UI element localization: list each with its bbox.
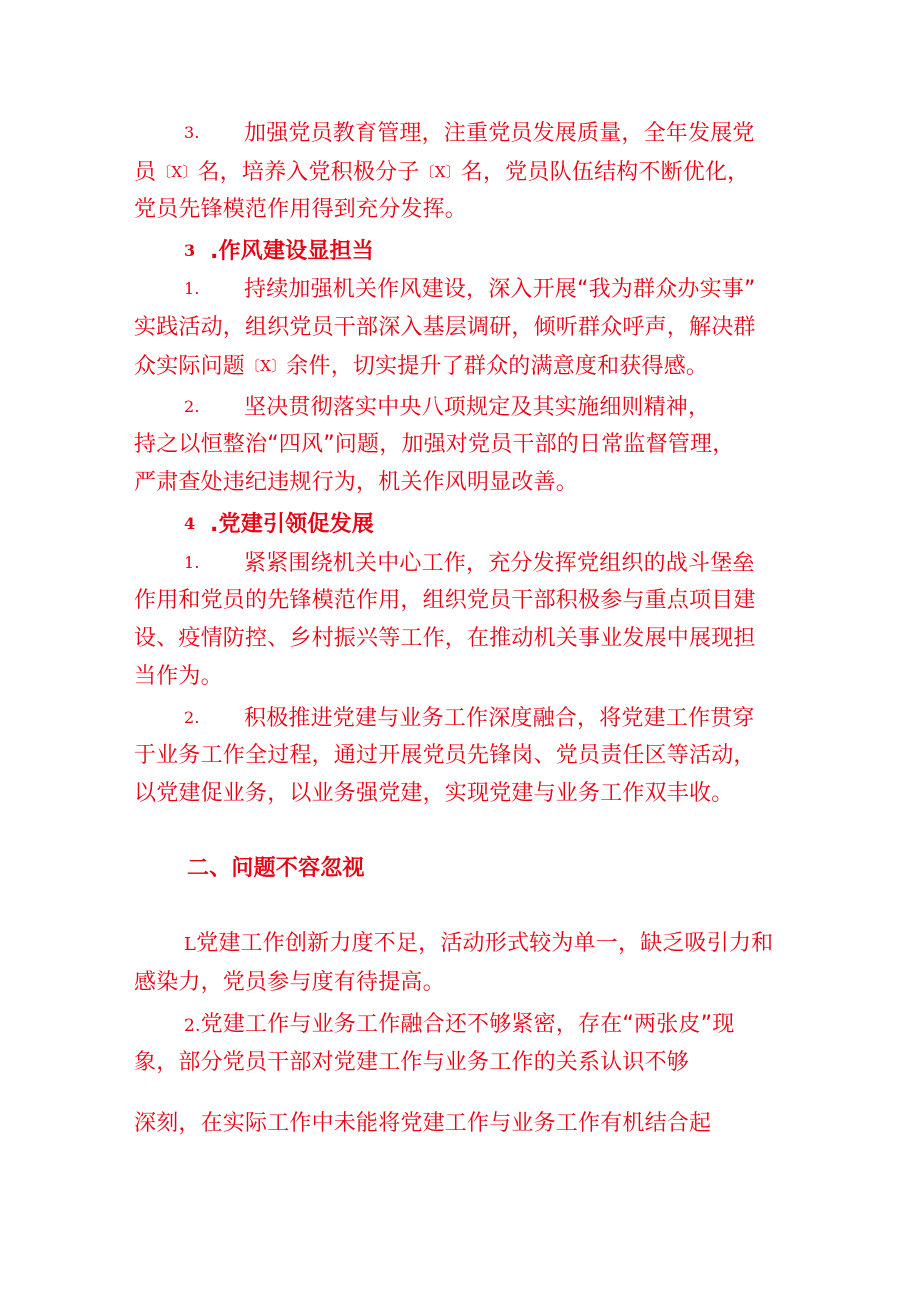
text: 名，培养入党积极分子 <box>197 160 420 185</box>
item-number: 1. <box>184 279 200 298</box>
text: 坚决贯彻落实中央八项规定及其实施细则精神， <box>244 395 711 420</box>
paragraph-line <box>134 777 794 811</box>
text: 严肃查处违纪违规行为，机关作风明显改善。 <box>134 470 579 495</box>
placeholder-mark: 〔X〕 <box>419 163 461 181</box>
text: 于业务工作全过程，通过开展党员先锋岗、党员责任区等活动， <box>134 743 756 768</box>
text: 深刻，在实际工作中未能将党建工作与业务工作有机结合起 <box>134 1111 712 1136</box>
item-number: 1. <box>184 553 200 572</box>
text: 持续加强机关作风建设，深入开展“我为群众办实事” <box>244 277 756 302</box>
paragraph-line <box>134 428 794 462</box>
placeholder-mark: 〔X〕 <box>156 163 198 181</box>
text: 设、疫情防控、乡村振兴等工作，在推动机关事业发展中展现担 <box>134 626 756 651</box>
text: 众实际问题 <box>134 354 246 379</box>
text: 感染力，党员参与度有待提高。 <box>134 970 445 995</box>
paragraph-line <box>184 701 844 736</box>
text: 员 <box>134 160 157 185</box>
text: 象，部分党员干部对党建工作与业务工作的关系认识不够 <box>134 1050 690 1075</box>
item-number: 3. <box>184 123 200 142</box>
paragraph-line <box>134 155 794 190</box>
section-heading: 二、问题不容忽视 <box>187 856 365 881</box>
paragraph-line <box>184 272 844 307</box>
text: 作用和党员的先锋模范作用，组织党员干部积极参与重点项目建 <box>134 588 756 613</box>
paragraph-line <box>184 116 844 151</box>
paragraph-line <box>184 390 844 425</box>
heading-number: 3 <box>184 241 196 260</box>
text: 紧紧围绕机关中心工作，充分发挥党组织的战斗堡垒 <box>244 551 755 576</box>
text: 实践活动，组织党员干部深入基层调研，倾听群众呼声，解决群 <box>134 315 756 340</box>
item-number: 2. <box>184 708 200 727</box>
paragraph-line <box>184 1008 844 1043</box>
text: 以党建促业务，以业务强党建，实现党建与业务工作双丰收。 <box>134 781 734 806</box>
text: 当作为。 <box>134 664 223 689</box>
paragraph-line <box>134 584 794 618</box>
text: 名，党员队伍结构不断优化， <box>460 160 750 185</box>
heading-title: .党建引领促发展 <box>210 512 374 537</box>
text: 持之以恒整治“四风”问题，加强对党员干部的日常监督管理， <box>134 432 735 457</box>
text: 积极推进党建与业务工作深度融合，将党建工作贯穿 <box>244 706 755 731</box>
paragraph-line <box>134 966 794 1000</box>
item-number: 2. <box>184 1016 201 1036</box>
text: 党建工作与业务工作融合还不够紧密，存在“两张皮”现 <box>200 1012 735 1037</box>
heading-title: .作风建设显担当 <box>210 239 374 264</box>
text: 余件，切实提升了群众的满意度和获得感。 <box>286 354 709 379</box>
paragraph-line <box>134 1046 794 1080</box>
paragraph-line <box>134 660 794 694</box>
text: 加强党员教育管理，注重党员发展质量，全年发展党 <box>244 121 755 146</box>
paragraph-line <box>134 622 794 656</box>
paragraph-line <box>184 546 844 581</box>
text: 党员先锋模范作用得到充分发挥。 <box>134 197 468 222</box>
heading-number: 4 <box>184 514 196 533</box>
text: 党建工作创新力度不足，活动形式较为单一，缺乏吸引力和 <box>196 931 774 956</box>
paragraph-line <box>134 739 794 773</box>
placeholder-mark: 〔X〕 <box>245 357 287 375</box>
item-number: L <box>184 934 197 955</box>
paragraph-line <box>134 311 794 345</box>
paragraph-line <box>134 193 794 227</box>
paragraph-line <box>134 349 794 384</box>
sub-heading <box>184 234 844 269</box>
item-number: 2. <box>184 397 200 416</box>
sub-heading <box>184 507 844 542</box>
paragraph-line <box>184 927 844 962</box>
paragraph-line <box>134 466 794 500</box>
paragraph-line <box>134 1107 794 1141</box>
